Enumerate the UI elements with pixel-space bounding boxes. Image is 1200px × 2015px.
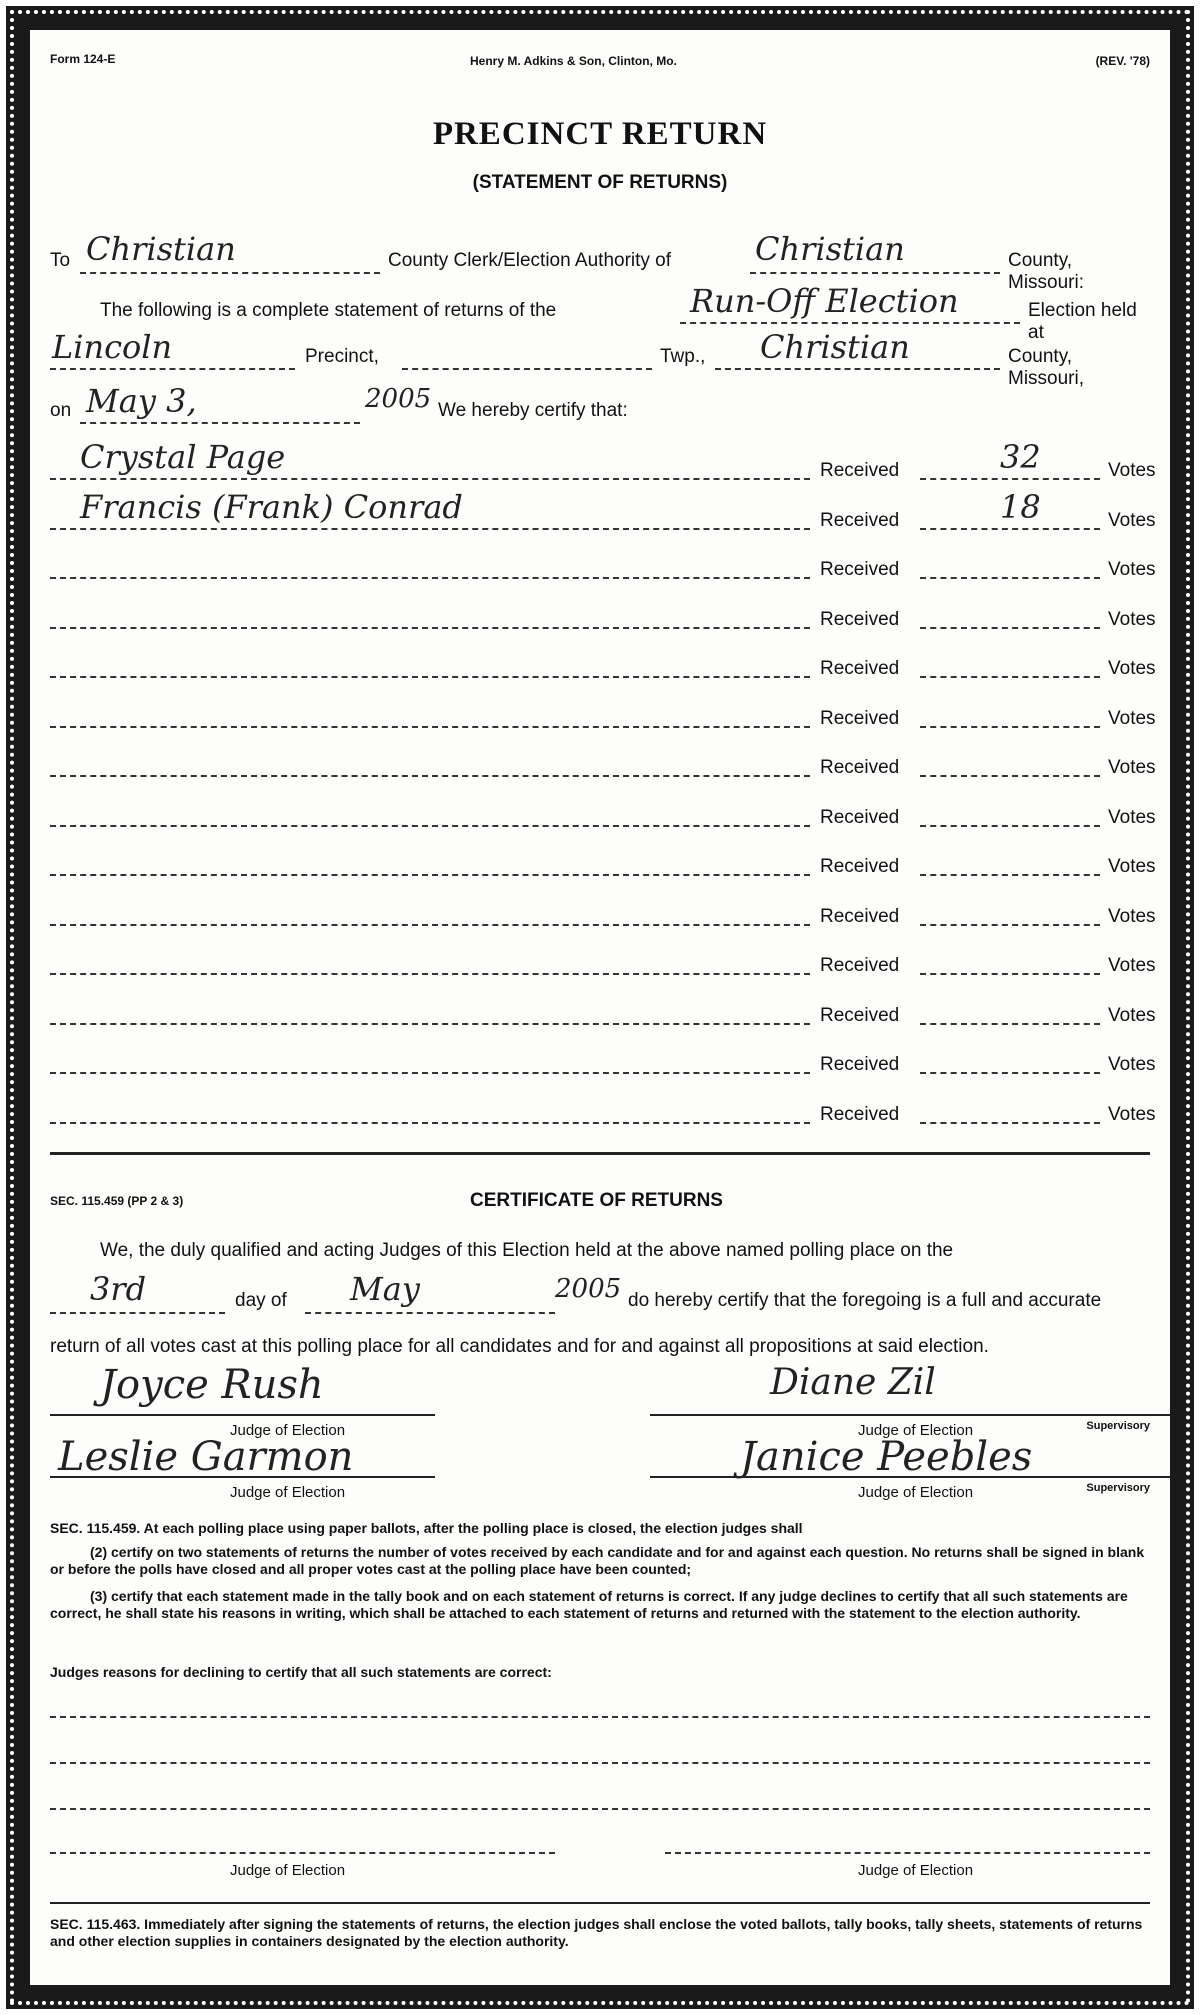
votes-label: Votes <box>1108 707 1156 729</box>
bottom-judge-label-1: Judge of Election <box>230 1862 346 1879</box>
judge-label-2: Judge of Election <box>858 1422 974 1439</box>
votes-label: Votes <box>1108 757 1156 778</box>
judge-signature-4: Janice Peebles <box>740 1434 1033 1480</box>
received-label: Received <box>820 658 900 679</box>
votes-label: Votes <box>1108 460 1156 481</box>
date-field[interactable]: May 3, <box>86 382 197 420</box>
received-label: Received <box>820 905 900 927</box>
received-label: Received <box>820 1103 900 1125</box>
votes-label: Votes <box>1108 608 1156 630</box>
judge-signature-3: Leslie Garmon <box>58 1434 354 1480</box>
candidate-name-field[interactable]: Crystal Page <box>80 438 286 476</box>
votes-label: Votes <box>1108 509 1156 531</box>
precinct-label: Precinct, <box>305 346 379 367</box>
received-label: Received <box>820 608 900 630</box>
judge-signature-2: Diane Zil <box>770 1362 936 1403</box>
reasons-label: Judges reasons for declining to certify that all such statements are correct: <box>50 1664 552 1680</box>
authority-field[interactable]: Christian <box>755 230 905 268</box>
publisher: Henry M. Adkins & Son, Clinton, Mo. <box>470 54 677 68</box>
received-label: Received <box>820 955 900 976</box>
county-clerk-label: County Clerk/Election Authority of <box>388 250 672 271</box>
certificate-month-field[interactable]: May <box>350 1270 420 1308</box>
county-field[interactable]: Christian <box>760 328 910 366</box>
day-of-label: day of <box>235 1290 287 1311</box>
footer-sec-115-463: SEC. 115.463. Immediately after signing the statements of returns, the election judges shall enclose the voted ballots, tally books, tally sheets, statements of returns and other election supplies in containers designated by the election authority. <box>50 1916 1143 1949</box>
note-item-3: (3) certify that each statement made in the tally book and on each statement of returns is correct. If any judge declines to certify that all such statements are correct, he shall state his reasons in writing, which shall be attached to each statement of returns and returned with the statement to the election authority. <box>50 1588 1128 1621</box>
received-label: Received <box>820 856 900 877</box>
page-subtitle: (STATEMENT OF RETURNS) <box>472 172 728 193</box>
judge-signature-1: Joyce Rush <box>100 1362 324 1408</box>
certificate-line-3: return of all votes cast at this polling place for all candidates and for and against all propositions at said election. <box>50 1336 989 1357</box>
statement-label: The following is a complete statement of returns of the <box>100 300 557 321</box>
votes-label: Votes <box>1108 955 1156 976</box>
certificate-title: CERTIFICATE OF RETURNS <box>470 1190 723 1211</box>
supervisory-label-1: Supervisory <box>1086 1420 1150 1432</box>
on-label: on <box>50 400 72 421</box>
reasons-line-2[interactable] <box>50 1762 1150 1764</box>
note-sec-115-459: SEC. 115.459. At each polling place using paper ballots, after the polling place is closed, the election judges shall <box>50 1520 803 1536</box>
received-label: Received <box>820 1004 900 1026</box>
election-held-label: Election held at <box>1028 300 1137 343</box>
votes-label: Votes <box>1108 856 1156 877</box>
reasons-line-1[interactable] <box>50 1716 1150 1718</box>
certificate-line-1: We, the duly qualified and acting Judges of this Election held at the above named polling place on the <box>100 1240 954 1261</box>
year-field[interactable]: 2005 <box>365 384 432 414</box>
note-item-2: (2) certify on two statements of returns the number of votes received by each candidate and for and against each question. No returns shall be signed in blank or before the polls have closed and all proper votes cast at the polling place have been counted; <box>50 1544 1145 1577</box>
votes-label: Votes <box>1108 1054 1156 1075</box>
votes-label: Votes <box>1108 806 1156 828</box>
decorative-border <box>6 6 1194 2009</box>
votes-label: Votes <box>1108 1004 1156 1026</box>
received-label: Received <box>820 757 900 778</box>
reasons-line-3[interactable] <box>50 1808 1150 1810</box>
judge-label-1: Judge of Election <box>230 1422 346 1439</box>
votes-label: Votes <box>1108 1103 1156 1125</box>
form-body <box>50 44 1156 1971</box>
township-label: Twp., <box>660 346 706 367</box>
certificate-year-field[interactable]: 2005 <box>555 1274 622 1304</box>
bottom-judge-label-2: Judge of Election <box>858 1862 974 1879</box>
supervisory-label-2: Supervisory <box>1086 1482 1150 1494</box>
votes-label: Votes <box>1108 905 1156 927</box>
judge-decline-signature-2[interactable] <box>665 1852 1150 1854</box>
received-label: Received <box>820 806 900 828</box>
received-label: Received <box>820 460 900 481</box>
candidate-name-field[interactable]: Francis (Frank) Conrad <box>80 487 463 526</box>
county-clerk-field[interactable]: Christian <box>86 230 236 268</box>
page-title: PRECINCT RETURN <box>432 116 768 152</box>
to-label: To <box>50 250 71 271</box>
received-label: Received <box>820 707 900 729</box>
received-label: Received <box>820 559 900 580</box>
judge-decline-signature-1[interactable] <box>50 1852 555 1854</box>
section-divider <box>50 1152 1150 1155</box>
election-name-field[interactable]: Run-Off Election <box>690 282 959 320</box>
vote-count-field[interactable]: 32 <box>1000 438 1041 476</box>
votes-label: Votes <box>1108 559 1156 580</box>
township-field[interactable] <box>402 368 652 370</box>
form-number: Form 124-E <box>50 52 116 66</box>
revision: (REV. '78) <box>1095 54 1150 68</box>
vote-count-field[interactable]: 18 <box>1000 487 1041 526</box>
judge-label-4: Judge of Election <box>858 1484 974 1501</box>
votes-label: Votes <box>1108 658 1156 679</box>
received-label: Received <box>820 1054 900 1075</box>
certificate-line-2: do hereby certify that the foregoing is a full and accurate <box>628 1290 1102 1311</box>
received-label: Received <box>820 509 900 531</box>
judge-label-3: Judge of Election <box>230 1484 346 1501</box>
certificate-section-ref: SEC. 115.459 (PP 2 & 3) <box>50 1194 184 1208</box>
county-missouri-label: County, Missouri: <box>1008 250 1085 293</box>
certify-label: We hereby certify that: <box>438 400 628 421</box>
county-missouri-label-2: County, Missouri, <box>1008 346 1085 389</box>
certificate-day-field[interactable]: 3rd <box>90 1270 147 1308</box>
precinct-field[interactable]: Lincoln <box>52 328 173 366</box>
